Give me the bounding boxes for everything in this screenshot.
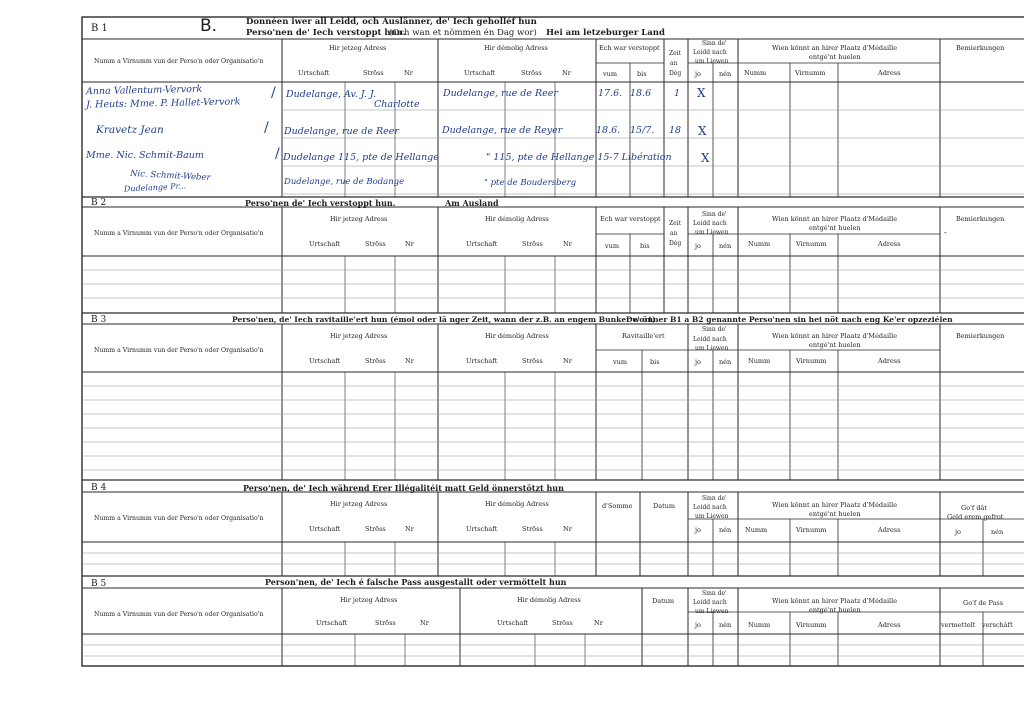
b2-hidden-from: Ech war verstoppt bbox=[600, 215, 661, 223]
b3-former-address: Hir démolig Adress bbox=[485, 332, 549, 340]
b2-former-number: Nr bbox=[563, 240, 572, 248]
b5-medal-title-1: Wien könnt an hirer Plaatz d'Médaille bbox=[772, 597, 898, 605]
b5-medal-first: Virnumm bbox=[796, 621, 827, 629]
b1-yes: jo bbox=[695, 70, 701, 78]
b1-medal-name: Numm bbox=[744, 69, 767, 77]
b3-to: bis bbox=[650, 358, 660, 366]
b4-no: nén bbox=[719, 526, 732, 534]
b1-entry4-name: Nic. Schmit-Weber bbox=[129, 168, 211, 184]
b2-to: bis bbox=[640, 242, 650, 250]
b5-former-address: Hir démolig Adress bbox=[517, 596, 581, 604]
b5-medal-address: Adress bbox=[878, 621, 901, 629]
b1-present-address: Hir jetzeg Adress bbox=[329, 44, 387, 52]
b5-code: B 5 bbox=[91, 579, 107, 589]
b1-former-number: Nr bbox=[562, 69, 571, 77]
b4-number: Nr bbox=[405, 525, 414, 533]
b4-medal-first: Virnumm bbox=[796, 526, 827, 534]
b3-suffered-2: Leidd nach bbox=[693, 336, 727, 343]
b5-medal-title-2: entgé'nt huelen bbox=[809, 606, 861, 614]
b1-entry3-former: " 115, pte de Hellange 15-7 Libération bbox=[486, 152, 672, 163]
b1-entry1-yes: X bbox=[697, 86, 706, 100]
b4-sum: d'Somme bbox=[602, 502, 633, 510]
b1-entry2-yes: X bbox=[698, 124, 707, 138]
b2-time-2: an bbox=[670, 230, 678, 237]
b3-former-street: Strõss bbox=[522, 357, 543, 365]
b1-number: Nr bbox=[404, 69, 413, 77]
b5-medal-name: Numm bbox=[748, 621, 771, 629]
b3-medal-first: Virnumm bbox=[796, 357, 827, 365]
b1-entry1-tick: / bbox=[271, 85, 276, 101]
b4-money-yes: jo bbox=[955, 528, 961, 536]
b1-title-line1: Donnéen iwer all Leidd, och Auslänner, de' Iech geholléf hun bbox=[246, 17, 537, 27]
b3-suffered-3: um Liewen bbox=[695, 345, 729, 352]
b2-from: vum bbox=[605, 242, 620, 250]
b3-locality: Urtschaft bbox=[309, 357, 341, 365]
b5-given: verschâft bbox=[982, 621, 1013, 629]
b3-name-col: Numm a Virnumm vun der Perso'n oder Organisatio'n bbox=[94, 347, 264, 354]
b5-title: Person'nen, de' Iech é falsche Pass ausgestallt oder vermöttelt hun bbox=[265, 577, 567, 587]
b2-title: Perso'nen de' Iech verstoppt hun. bbox=[245, 198, 396, 208]
b4-medal-name: Numm bbox=[745, 526, 768, 534]
b1-entry2-days: 18 bbox=[669, 125, 682, 136]
b2-former-address: Hir démolig Adress bbox=[485, 215, 549, 223]
b2-suffered-2: Leidd nach bbox=[693, 220, 727, 227]
b1-entry1-days: 1 bbox=[674, 88, 681, 99]
b1-street: Strõss bbox=[363, 69, 384, 77]
b2-time-3: Dég bbox=[669, 240, 682, 247]
b4-title: Perso'nen, de' Iech während Erer Illégalitéit matt Geld önnerstötzt hun bbox=[243, 483, 564, 493]
b1-time-2: an bbox=[670, 60, 678, 67]
b1-entry1-present: Dudelange, Av. J. J. bbox=[286, 89, 376, 100]
b1-code: B 1 bbox=[91, 23, 108, 34]
b1-entry3-tick: / bbox=[275, 146, 280, 162]
b5-street: Strõss bbox=[375, 619, 396, 627]
b2-number: Nr bbox=[405, 240, 414, 248]
b2-medal-first: Virnumm bbox=[796, 240, 827, 248]
b2-dash: - bbox=[944, 228, 947, 237]
b4-name-col: Numm a Virnumm vun der Perso'n oder Organisatio'n bbox=[94, 515, 264, 522]
b3-title-right: De' önner B1 a B2 genannte Perso'nen sin hei nöt nach eng Ke'er opzeziélen bbox=[626, 315, 953, 324]
b1-entry1-name2: J. Heuts: Mme. P. Hallet-Vervork bbox=[85, 96, 241, 111]
b2-suffered-3: um Liewen bbox=[695, 229, 729, 236]
b4-suffered-3: um Liewen bbox=[695, 513, 729, 520]
b4-date: Datum bbox=[653, 502, 676, 510]
b2-time-1: Zeit bbox=[669, 220, 682, 227]
b2-yes: jo bbox=[695, 242, 701, 250]
b5-former-street: Strõss bbox=[552, 619, 573, 627]
b3-no: nén bbox=[719, 358, 732, 366]
b4-former-locality: Urtschaft bbox=[466, 525, 498, 533]
b1-from: vum bbox=[603, 70, 618, 78]
b4-money-returned-2: Geld erem gefrot bbox=[947, 513, 1004, 521]
b3-street: Strõss bbox=[365, 357, 386, 365]
b1-entry2-name: Kravetz Jean bbox=[96, 124, 164, 136]
b1-entry1-to: 18.6 bbox=[630, 88, 652, 99]
b3-medal-title-2: entgé'nt huelen bbox=[809, 341, 861, 349]
b5-yes: jo bbox=[695, 621, 701, 629]
b2-medal-title-2: entgé'nt huelen bbox=[809, 224, 861, 232]
b5-pass: Go'f de Pass bbox=[963, 599, 1004, 607]
b3-code: B 3 bbox=[91, 315, 107, 325]
b1-medal-first: Virnumm bbox=[795, 69, 826, 77]
b1-medal-address: Adress bbox=[878, 69, 901, 77]
b1-medal-title-1: Wien könnt an hirer Plaatz d'Médaille bbox=[772, 44, 898, 52]
b1-entry4-present: Dudelange, rue de Bodange bbox=[284, 177, 405, 187]
b5-number: Nr bbox=[420, 619, 429, 627]
b1-entry1-from: 17.6. bbox=[598, 88, 623, 99]
b1-region: Hei am letzeburger Land bbox=[546, 28, 665, 38]
b2-former-street: Strõss bbox=[522, 240, 543, 248]
b1-no: nén bbox=[719, 70, 732, 78]
b4-locality: Urtschaft bbox=[309, 525, 341, 533]
b3-from: vum bbox=[613, 358, 628, 366]
b5-date: Datum bbox=[652, 597, 675, 605]
b1-entry1-name: Anna Vallentum-Vervork bbox=[85, 83, 203, 98]
b4-suffered-1: Sinn de' bbox=[702, 495, 727, 502]
b3-suffered-1: Sinn de' bbox=[702, 326, 727, 333]
b1-entry2-present: Dudelange, rue de Reer bbox=[284, 126, 399, 137]
b1-time-1: Zeit bbox=[669, 50, 682, 57]
b1-remarks: Bemierkungen bbox=[956, 44, 1005, 52]
b2-medal-address: Adress bbox=[878, 240, 901, 248]
b1-former-address: Hir démolig Adress bbox=[484, 44, 548, 52]
b1-to: bis bbox=[637, 70, 647, 78]
b3-present-address: Hir jetzeg Adress bbox=[330, 332, 388, 340]
b2-street: Strõss bbox=[365, 240, 386, 248]
b4-yes: jo bbox=[695, 526, 701, 534]
b1-big-letter: B. bbox=[200, 16, 218, 36]
b3-supplied: Ravitaille'ert bbox=[622, 332, 665, 340]
b1-entry1-former: Dudelange, rue de Reer bbox=[443, 88, 558, 99]
b4-medal-address: Adress bbox=[878, 526, 901, 534]
b3-remarks: Bemierkungen bbox=[956, 332, 1005, 340]
b5-name-col: Numm a Virnumm vun der Perso'n oder Organisatio'n bbox=[94, 611, 264, 618]
b4-present-address: Hir jetzeg Adress bbox=[330, 500, 388, 508]
b3-medal-name: Numm bbox=[748, 357, 771, 365]
b5-locality: Urtschaft bbox=[316, 619, 348, 627]
b5-no: nén bbox=[719, 621, 732, 629]
b3-former-locality: Urtschaft bbox=[466, 357, 498, 365]
b5-former-number: Nr bbox=[594, 619, 603, 627]
b1-entry4-name2: Dudelange Pr... bbox=[123, 181, 187, 194]
b2-suffered-1: Sinn de' bbox=[702, 211, 727, 218]
b2-present-address: Hir jetzeg Adress bbox=[330, 215, 388, 223]
b1-medal-title-2: entgé'nt huelen bbox=[809, 53, 861, 61]
b4-suffered-2: Leidd nach bbox=[693, 504, 727, 511]
b5-suffered-1: Sinn de' bbox=[702, 590, 727, 597]
b3-medal-address: Adress bbox=[878, 357, 901, 365]
b1-locality: Urtschaft bbox=[298, 69, 330, 77]
b2-code: B 2 bbox=[91, 198, 107, 208]
b4-medal-title-2: entgé'nt huelen bbox=[809, 510, 861, 518]
b5-suffered-3: um Liewen bbox=[695, 608, 729, 615]
b5-present-address: Hir jetzeg Adress bbox=[340, 596, 398, 604]
b1-former-street: Strõss bbox=[521, 69, 542, 77]
b4-former-street: Strõss bbox=[522, 525, 543, 533]
b1-entry2-from: 18.6. bbox=[596, 125, 621, 136]
b5-sold: vermettelt bbox=[941, 621, 976, 629]
b3-number: Nr bbox=[405, 357, 414, 365]
b4-code: B 4 bbox=[91, 483, 107, 493]
b1-entry2-former: Dudelange, rue de Reyer bbox=[442, 125, 563, 136]
b1-entry3-name: Mme. Nic. Schmit-Baum bbox=[86, 150, 204, 161]
b3-medal-title-1: Wien könnt an hirer Plaatz d'Médaille bbox=[772, 332, 898, 340]
b3-yes: jo bbox=[695, 358, 701, 366]
b2-medal-title-1: Wien könnt an hirer Plaatz d'Médaille bbox=[772, 215, 898, 223]
b1-suffered-3: um Liewen bbox=[695, 58, 729, 65]
b4-medal-title-1: Wien könnt an hirer Plaatz d'Médaille bbox=[772, 501, 898, 509]
b2-remarks: Bemierkungen bbox=[956, 215, 1005, 223]
b2-locality: Urtschaft bbox=[309, 240, 341, 248]
b1-former-locality: Urtschaft bbox=[464, 69, 496, 77]
b4-money-no: nén bbox=[991, 528, 1004, 536]
b4-former-address: Hir démolig Adress bbox=[485, 500, 549, 508]
b3-former-number: Nr bbox=[563, 357, 572, 365]
b2-name-col: Numm a Virnumm vun der Perso'n oder Organisatio'n bbox=[94, 230, 264, 237]
b4-former-number: Nr bbox=[563, 525, 572, 533]
b3-title: Perso'nen, de' Iech ravitaille'ert hun (émol oder lä nger Zeit, wann der z.B. an engem Bunker wort) bbox=[232, 315, 656, 324]
b4-street: Strõss bbox=[365, 525, 386, 533]
b1-entry1-present2: Charlotte bbox=[374, 99, 420, 110]
b1-time-3: Dég bbox=[669, 70, 682, 77]
b2-medal-name: Numm bbox=[748, 240, 771, 248]
b5-former-locality: Urtschaft bbox=[497, 619, 529, 627]
b1-title-line2: Perso'nen de' Iech verstoppt hun. bbox=[246, 28, 406, 38]
b5-suffered-2: Leidd nach bbox=[693, 599, 727, 606]
b1-entry3-present: Dudelange 115, pte de Hellange bbox=[283, 152, 439, 163]
b1-entry4-former: " pte de Boudersberg bbox=[484, 178, 577, 188]
b1-title-note: (Och wan et nömmen én Dag wor) bbox=[389, 28, 537, 38]
b1-entry2-to: 15/7. bbox=[630, 125, 655, 136]
b1-entry2-tick: / bbox=[264, 120, 269, 136]
b4-money-returned-1: Go'f dât bbox=[961, 504, 988, 512]
b1-name-col: Numm a Virnumm vun der Perso'n oder Organisatio'n bbox=[94, 58, 264, 65]
b1-entry3-yes: X bbox=[701, 151, 710, 165]
b1-suffered-1: Sinn de' bbox=[702, 40, 727, 47]
b2-region: Am Ausland bbox=[445, 198, 499, 208]
b1-suffered-2: Leidd nach bbox=[693, 49, 727, 56]
b2-former-locality: Urtschaft bbox=[466, 240, 498, 248]
b2-no: nén bbox=[719, 242, 732, 250]
b1-hidden-from: Ech war verstoppt bbox=[599, 44, 660, 52]
